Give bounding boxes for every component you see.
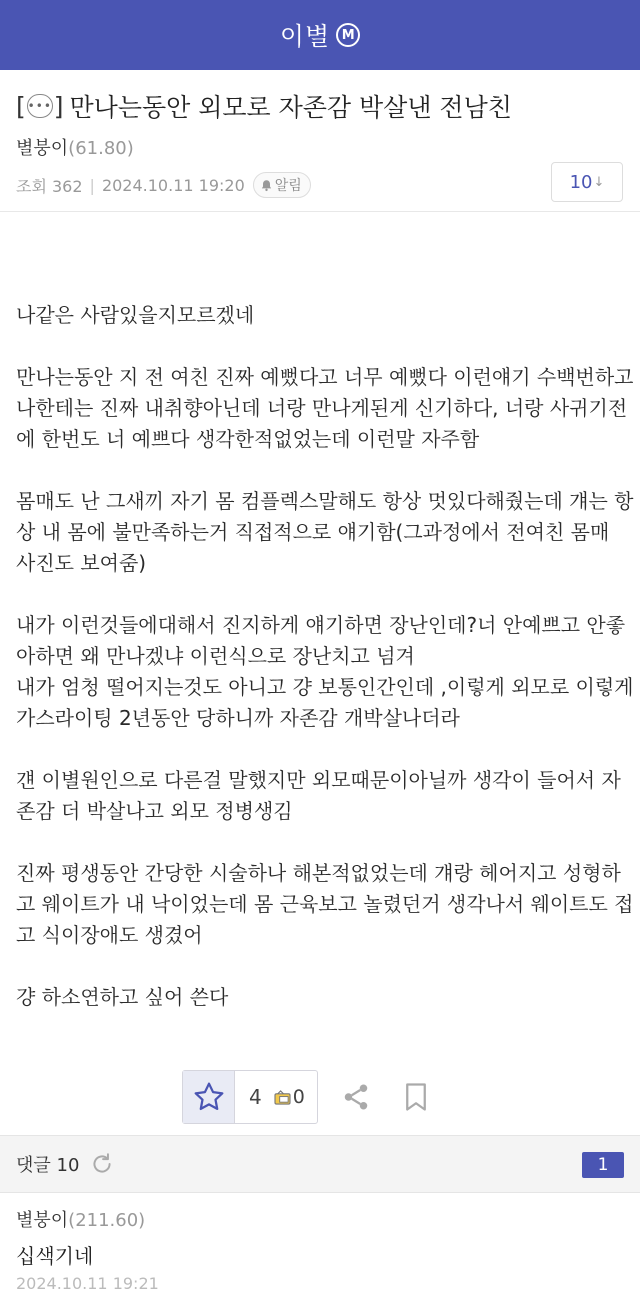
post-paragraph: 내가 이런것들에대해서 진지하게 얘기하면 장난인데?너 안예쁘고 안좋아하면 왜 만나겠냐 이런식으로 장난치고 넘겨 내가 엄청 떨어지는것도 아니고 걍 보통인간인데 ,이렇게 외모로 이렇게 가스라이팅 2년동안 당하니까 자존감 개박살나더라 xyxy=(16,613,634,730)
post-paragraph: 만나는동안 지 전 여친 진짜 예뻤다고 너무 예뻤다 이런얘기 수백번하고 나한테는 진짜 내취향아닌데 너랑 만나게된게 신기하다, 너랑 사귀기전에 한번도 너 예쁘다 생각한적없었는데 이런말 자주함 xyxy=(16,365,634,451)
post-datetime: 2024.10.11 19:20 xyxy=(101,175,245,195)
meta-separator: | xyxy=(89,175,95,195)
comment-author-name: 별붕이 xyxy=(16,1210,69,1231)
post-body xyxy=(16,300,634,1044)
comment-author[interactable] xyxy=(16,1206,145,1232)
share-icon xyxy=(341,1082,371,1112)
alarm-label: 알림 xyxy=(274,178,302,194)
board-header xyxy=(0,0,640,70)
comment-header xyxy=(0,1135,640,1193)
post-paragraph: 몸매도 난 그새끼 자기 몸 컴플렉스말해도 항상 멋있다해줬는데 걔는 항상 내 몸에 불만족하는거 직접적으로 얘기함(그과정에서 전여친 몸매 사진도 보여줌) xyxy=(16,489,634,575)
post-title-text: 만나는동안 외모로 자존감 박살낸 전남친 xyxy=(69,93,512,122)
comment-author-score: (211.60) xyxy=(68,1210,146,1231)
comment-page-button[interactable]: 1 xyxy=(582,1152,624,1178)
post-title xyxy=(16,88,626,124)
comment-datetime: 2024.10.11 19:21 xyxy=(16,1274,159,1293)
post-views: 조회 362 xyxy=(16,176,83,196)
gift-icon xyxy=(274,1090,291,1105)
comment-meta xyxy=(16,1274,216,1293)
post-paragraph: 나같은 사람있을지모르겠네 xyxy=(16,303,255,327)
header-divider xyxy=(0,211,640,212)
like-box xyxy=(182,1070,318,1124)
post-paragraph: 걍 하소연하고 싶어 쓴다 xyxy=(16,985,229,1009)
post-actions xyxy=(182,1070,436,1124)
bell-icon xyxy=(260,179,273,192)
counts xyxy=(235,1071,317,1123)
post-author[interactable] xyxy=(16,134,134,160)
post-author-name: 별붕이 xyxy=(16,138,69,159)
post-paragraph: 진짜 평생동안 간당한 시술하나 해본적없었는데 걔랑 헤어지고 성형하고 웨이트가 내 낙이었는데 몸 근육보고 놀렸던거 생각나서 웨이트도 접고 식이장애도 생겼어 xyxy=(16,861,634,947)
share-button[interactable] xyxy=(336,1077,376,1117)
alarm-button[interactable] xyxy=(253,172,311,198)
arrow-down-icon: ↓ xyxy=(593,174,605,190)
like-count: 4 xyxy=(249,1085,262,1109)
speech-dots-icon: ••• xyxy=(27,94,53,118)
like-button[interactable] xyxy=(183,1071,235,1123)
star-icon xyxy=(192,1080,226,1114)
comment-count-label: 댓글 10 xyxy=(16,1155,80,1176)
post-meta xyxy=(16,172,311,198)
refresh-icon[interactable] xyxy=(89,1151,115,1177)
board-title[interactable]: 이별 xyxy=(279,22,331,51)
vote-count-button[interactable] xyxy=(551,162,623,202)
post-author-score: (61.80) xyxy=(68,138,134,159)
post-paragraph: 걘 이별원인으로 다른걸 말했지만 외모때문이아닐까 생각이 들어서 자존감 더 박살나고 외모 정병생김 xyxy=(16,768,621,823)
board-badge-icon: M xyxy=(336,23,360,47)
comment-text: 십색기네 xyxy=(16,1244,94,1268)
gift-count: 0 xyxy=(292,1086,305,1108)
vote-count: 10 xyxy=(569,171,593,193)
bookmark-button[interactable] xyxy=(396,1077,436,1117)
title-bracket-close: ] xyxy=(53,91,64,121)
title-bracket-open: [ xyxy=(16,91,26,121)
bookmark-icon xyxy=(403,1082,429,1112)
gift-button[interactable] xyxy=(274,1086,305,1108)
